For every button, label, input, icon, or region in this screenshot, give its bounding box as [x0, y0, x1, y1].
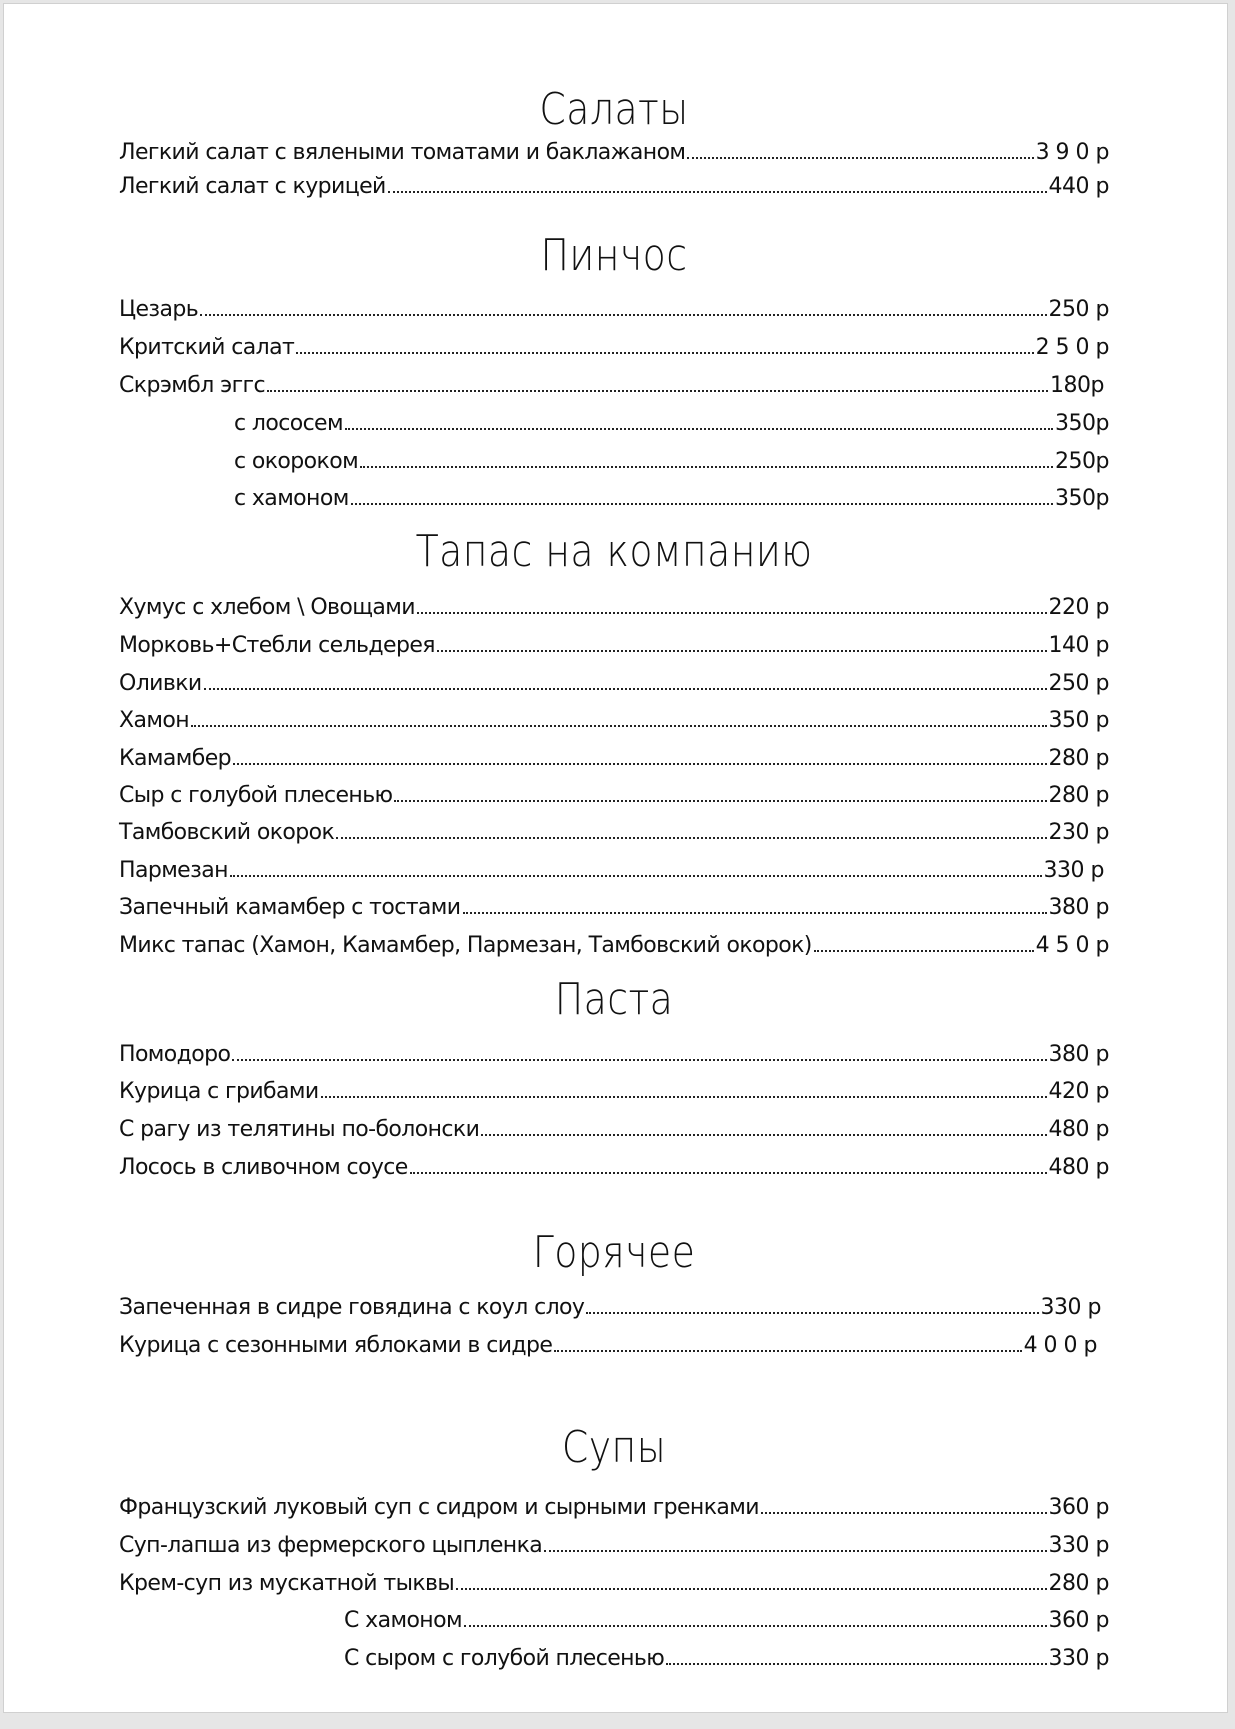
menu-item-sub	[234, 483, 1109, 515]
menu-page	[3, 3, 1228, 1713]
menu-item-name: Помодоро	[119, 1042, 231, 1067]
menu-item-price: 3 9 0 р	[1035, 140, 1109, 165]
menu-item	[119, 817, 1109, 849]
menu-item-price: 360 р	[1048, 1608, 1109, 1633]
menu-item-price: 250 р	[1048, 297, 1109, 322]
menu-item	[119, 1330, 1097, 1362]
menu-item-name: Хумус с хлебом \ Овощами	[119, 595, 415, 620]
menu-item-price: 350р	[1055, 411, 1109, 436]
menu-item-name: Крем-суп из мускатной тыквы	[119, 1571, 455, 1596]
leader-dots	[666, 1662, 1046, 1665]
menu-item	[119, 171, 1109, 203]
leader-dots	[481, 1133, 1046, 1136]
menu-item-name: Критский салат	[119, 335, 295, 360]
menu-item-sub	[344, 1605, 1109, 1637]
section-title-pasta: Паста	[554, 974, 674, 1025]
menu-item-price: 420 р	[1048, 1079, 1109, 1104]
menu-item	[119, 780, 1109, 812]
menu-item-name: Курица с грибами	[119, 1079, 319, 1104]
menu-item-price: 330 р	[1043, 858, 1104, 883]
menu-item-name: С хамоном	[344, 1608, 462, 1633]
menu-item	[119, 1292, 1101, 1324]
menu-item	[119, 855, 1104, 887]
menu-item	[119, 630, 1109, 662]
section-title-hot: Горячее	[532, 1227, 696, 1278]
menu-item-name: Хамон	[119, 708, 189, 733]
menu-item-price: 250р	[1055, 449, 1109, 474]
leader-dots	[687, 156, 1033, 159]
menu-item	[119, 137, 1109, 169]
menu-item-price: 380 р	[1048, 1042, 1109, 1067]
menu-item-name: Камамбер	[119, 746, 232, 771]
menu-item	[119, 332, 1109, 364]
menu-item-price: 380 р	[1048, 895, 1109, 920]
menu-item-name: Пармезан	[119, 858, 228, 883]
menu-item-name: Запеченная в сидре говядина с коул слоу	[119, 1295, 585, 1320]
menu-item-name: Оливки	[119, 671, 202, 696]
menu-item-name: с лососем	[234, 411, 343, 436]
menu-item-price: 280 р	[1048, 783, 1109, 808]
leader-dots	[336, 836, 1046, 839]
menu-item	[119, 294, 1109, 326]
menu-item-name: с хамоном	[234, 486, 349, 511]
menu-item-name: Микс тапас (Хамон, Камамбер, Пармезан, Тамбовский окорок)	[119, 933, 812, 958]
menu-item-price: 330 р	[1048, 1533, 1109, 1558]
leader-dots	[267, 389, 1048, 392]
menu-item-name: Цезарь	[119, 297, 199, 322]
menu-item-name: Легкий салат с курицей	[119, 174, 386, 199]
menu-item-price: 480 р	[1048, 1155, 1109, 1180]
leader-dots	[410, 1171, 1047, 1174]
leader-dots	[200, 313, 1046, 316]
menu-item-name: С сыром с голубой плесенью	[344, 1646, 665, 1671]
menu-item	[119, 705, 1109, 737]
menu-item-price: 220 р	[1048, 595, 1109, 620]
leader-dots	[814, 949, 1034, 952]
leader-dots	[204, 687, 1047, 690]
menu-item-name: Скрэмбл эггс	[119, 373, 265, 398]
section-title-tapas: Тапас на компанию	[415, 526, 813, 577]
leader-dots	[233, 762, 1047, 765]
menu-item	[119, 370, 1104, 402]
leader-dots	[437, 649, 1047, 652]
leader-dots	[463, 911, 1047, 914]
menu-item-price: 250 р	[1048, 671, 1109, 696]
menu-item-name: Легкий салат с вялеными томатами и баклажаном	[119, 140, 686, 165]
menu-item-sub	[234, 446, 1109, 478]
menu-item	[119, 1076, 1109, 1108]
menu-item-price: 350 р	[1048, 708, 1109, 733]
menu-item-price: 360 р	[1048, 1495, 1109, 1520]
leader-dots	[417, 611, 1047, 614]
menu-item	[119, 892, 1109, 924]
menu-item-price: 330 р	[1040, 1295, 1101, 1320]
leader-dots	[456, 1587, 1046, 1590]
menu-item-price: 350р	[1055, 486, 1109, 511]
menu-item-name: Суп-лапша из фермерского цыпленка	[119, 1533, 543, 1558]
leader-dots	[586, 1311, 1038, 1314]
menu-item-name: Лосось в сливочном соусе	[119, 1155, 408, 1180]
menu-item-price: 280 р	[1048, 746, 1109, 771]
menu-item	[119, 592, 1109, 624]
menu-item	[119, 1530, 1109, 1562]
leader-dots	[296, 351, 1033, 354]
leader-dots	[232, 1058, 1046, 1061]
leader-dots	[761, 1511, 1047, 1514]
menu-item-price: 330 р	[1048, 1646, 1109, 1671]
leader-dots	[394, 799, 1046, 802]
menu-item-name: с окороком	[234, 449, 359, 474]
leader-dots	[464, 1624, 1047, 1627]
menu-item	[119, 1492, 1109, 1524]
menu-item-name: С рагу из телятины по-болонски	[119, 1117, 480, 1142]
leader-dots	[544, 1549, 1046, 1552]
menu-item-price: 480 р	[1048, 1117, 1109, 1142]
leader-dots	[388, 190, 1047, 193]
leader-dots	[360, 465, 1053, 468]
section-title-salads: Салаты	[539, 84, 689, 135]
menu-item-price: 4 0 0 р	[1023, 1333, 1097, 1358]
menu-item-price: 440 р	[1048, 174, 1109, 199]
menu-item-price: 280 р	[1048, 1571, 1109, 1596]
menu-item-name: Курица с сезонными яблоками в сидре	[119, 1333, 553, 1358]
menu-item-sub	[344, 1643, 1109, 1675]
menu-item-price: 2 5 0 р	[1035, 335, 1109, 360]
menu-item	[119, 1568, 1109, 1600]
leader-dots	[351, 502, 1053, 505]
menu-item	[119, 1152, 1109, 1184]
menu-item-name: Сыр с голубой плесенью	[119, 783, 393, 808]
menu-item-name: Тамбовский окорок	[119, 820, 335, 845]
menu-item-name: Запечный камамбер с тостами	[119, 895, 461, 920]
leader-dots	[191, 724, 1047, 727]
leader-dots	[230, 874, 1042, 877]
menu-item	[119, 1114, 1109, 1146]
menu-item	[119, 930, 1109, 962]
menu-item-price: 4 5 0 р	[1035, 933, 1109, 958]
menu-item-price: 140 р	[1048, 633, 1109, 658]
menu-item-name: Морковь+Стебли сельдерея	[119, 633, 435, 658]
menu-item-price: 230 р	[1048, 820, 1109, 845]
menu-item	[119, 668, 1109, 700]
leader-dots	[345, 427, 1053, 430]
leader-dots	[554, 1349, 1021, 1352]
menu-item	[119, 743, 1109, 775]
section-title-soups: Супы	[561, 1422, 667, 1473]
menu-item-name: Французский луковый суп с сидром и сырными гренками	[119, 1495, 759, 1520]
section-title-pinchos: Пинчос	[540, 230, 688, 281]
leader-dots	[321, 1095, 1047, 1098]
menu-item-sub	[234, 408, 1109, 440]
menu-item	[119, 1039, 1109, 1071]
menu-item-price: 180р	[1050, 373, 1104, 398]
